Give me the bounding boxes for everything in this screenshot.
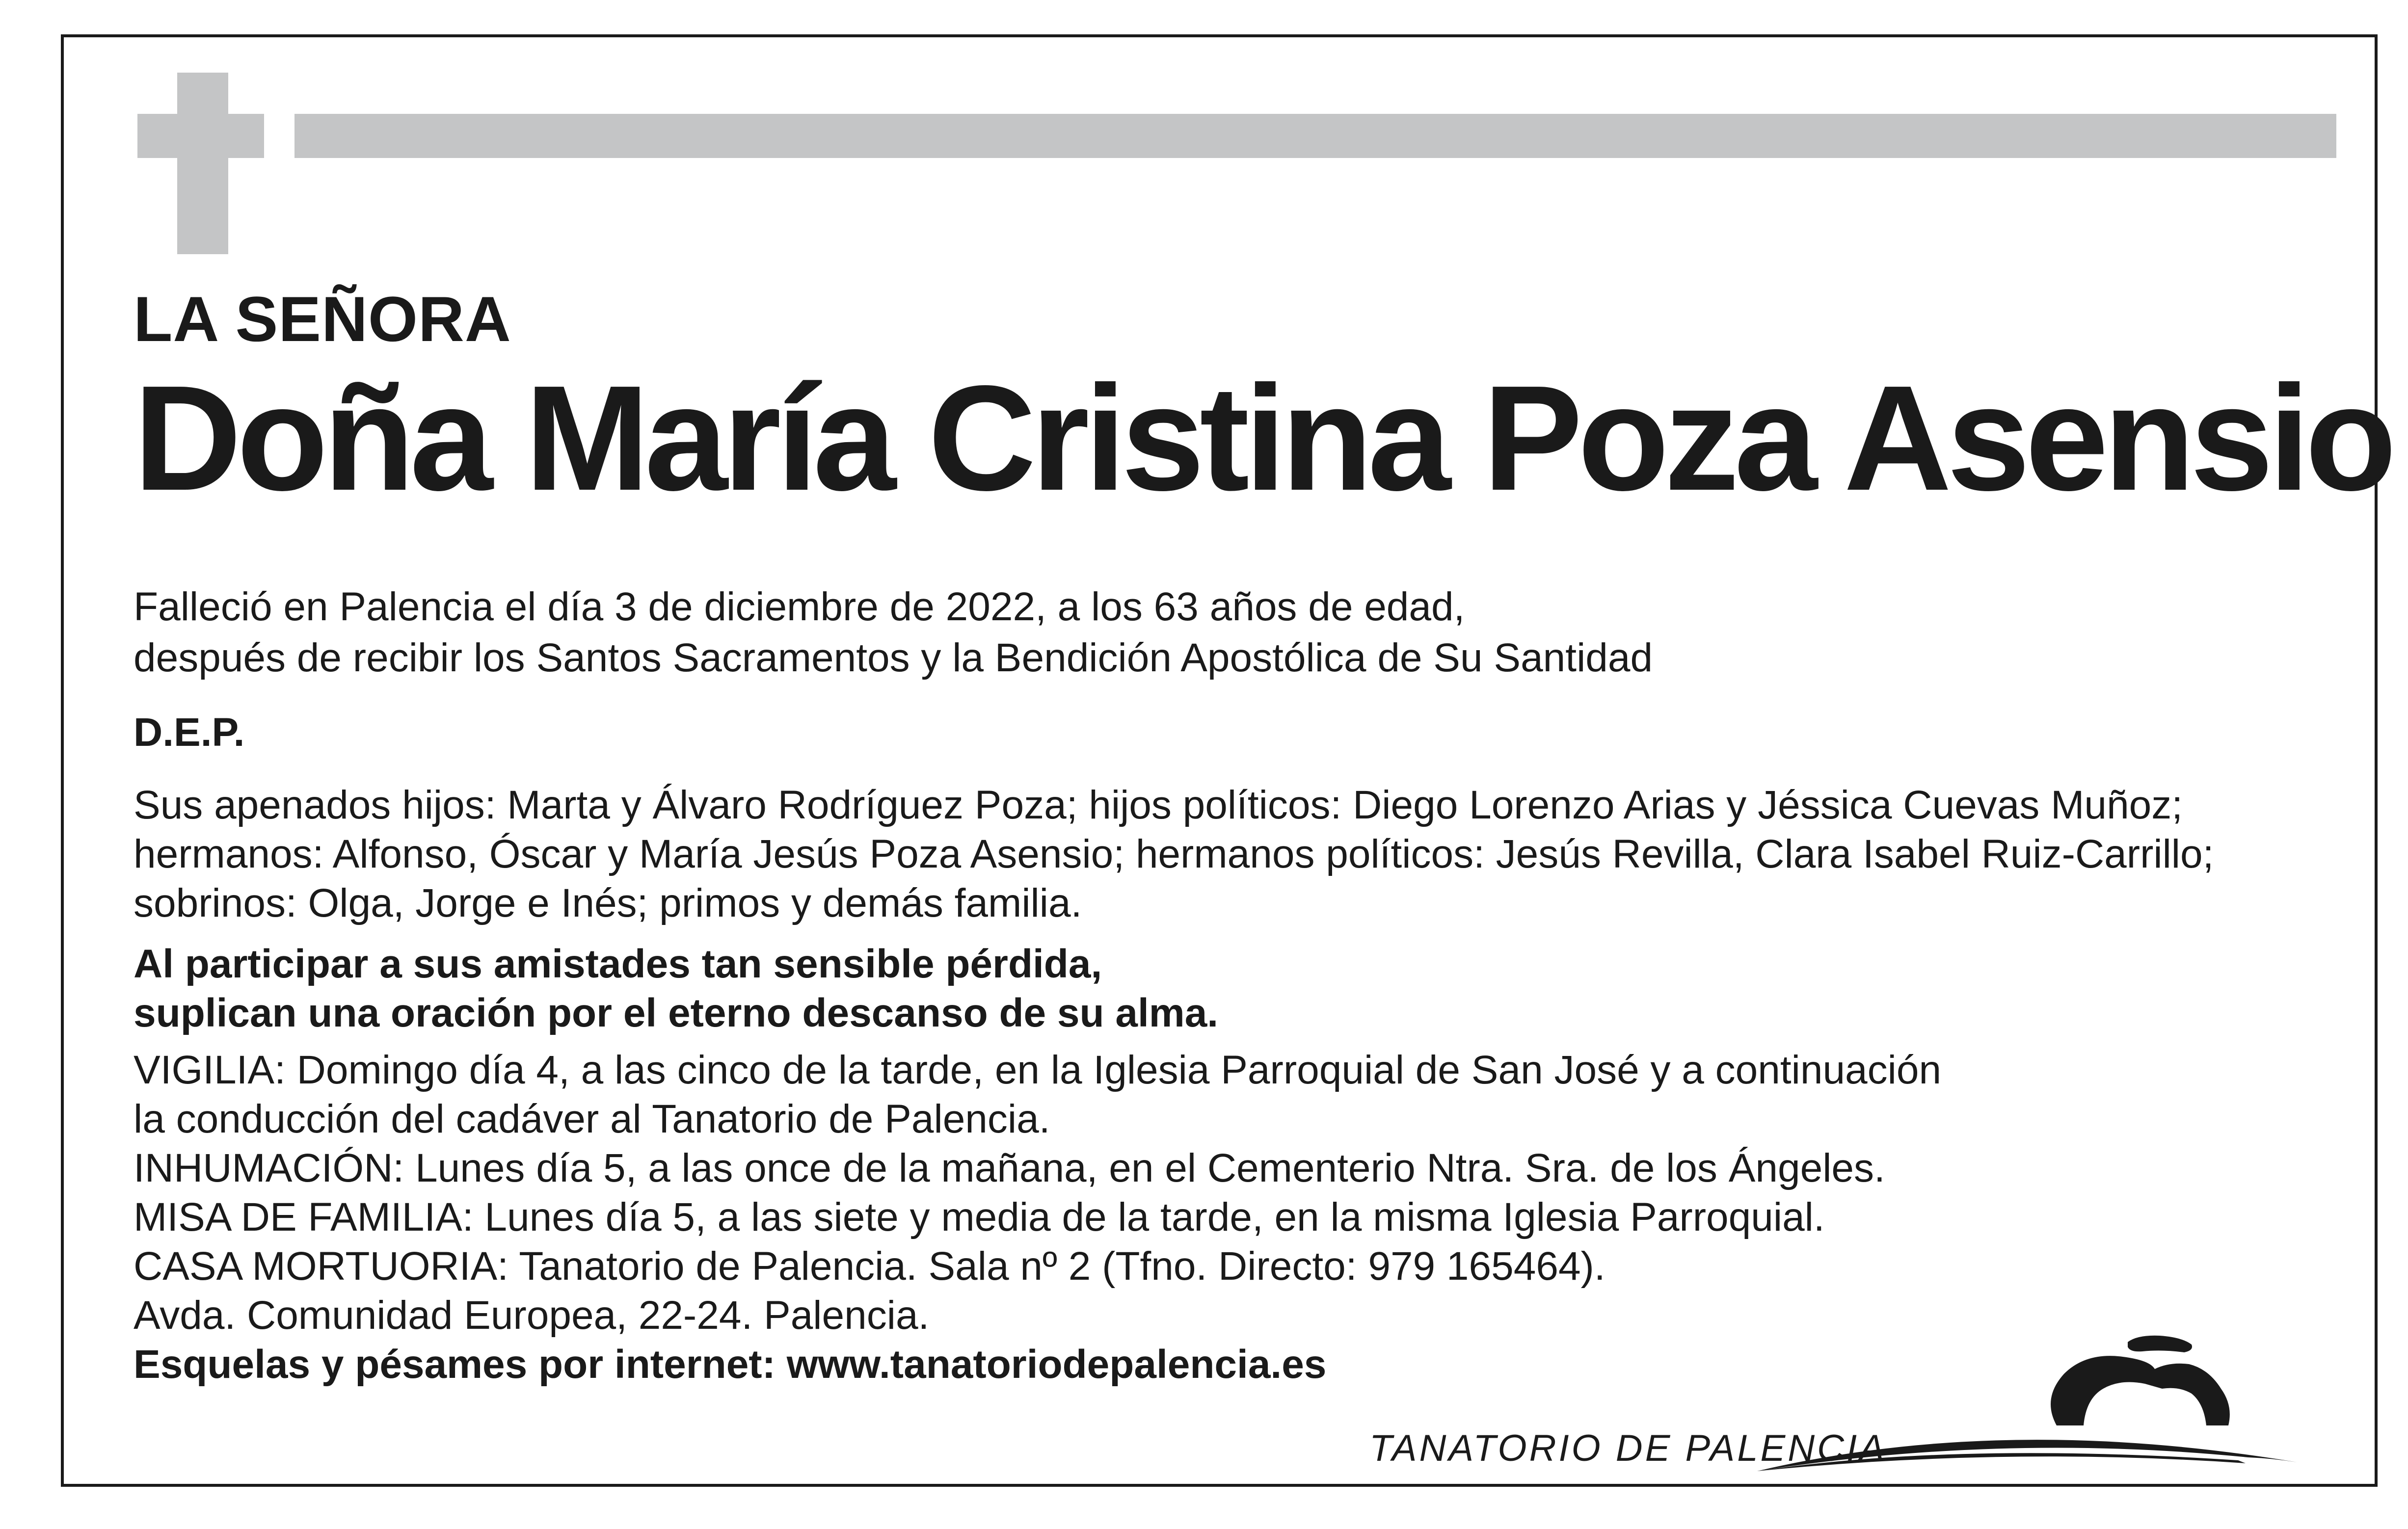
vigilia-line-2: la conducción del cadáver al Tanatorio de Palencia. [134, 1097, 1050, 1141]
cross-icon-vertical [177, 73, 228, 254]
death-info-line-2: después de recibir los Santos Sacramentos y la Bendición Apostólica de Su Santidad [134, 635, 1653, 680]
family-line-3: sobrinos: Olga, Jorge e Inés; primos y demás familia. [134, 881, 1082, 925]
cross-icon-horizontal [137, 114, 264, 158]
plea-line-1: Al participar a sus amistades tan sensible pérdida, [134, 942, 1102, 986]
deceased-name: Doña María Cristina Poza Asensio [134, 354, 2392, 522]
inhumacion-line: INHUMACIÓN: Lunes día 5, a las once de la mañana, en el Cementerio Ntra. Sra. de los Ángeles. [134, 1146, 1885, 1190]
dep-label: D.E.P. [134, 710, 245, 755]
web-line: Esquelas y pésames por internet: www.tanatoriodepalencia.es [134, 1342, 1327, 1387]
misa-line: MISA DE FAMILIA: Lunes día 5, a las siete y media de la tarde, en la misma Iglesia Parroquial. [134, 1195, 1825, 1239]
family-line-1: Sus apenados hijos: Marta y Álvaro Rodríguez Poza; hijos políticos: Diego Lorenzo Arias y Jéssica Cuevas Muñoz; [134, 783, 2183, 827]
vigilia-line-1: VIGILIA: Domingo día 4, a las cinco de la tarde, en la Iglesia Parroquial de San José y a continuación [134, 1048, 1942, 1092]
header-bar [294, 114, 2336, 158]
plea-line-2: suplican una oración por el eterno descanso de su alma. [134, 991, 1219, 1035]
casa-mortuoria-line: CASA MORTUORIA: Tanatorio de Palencia. Sala nº 2 (Tfno. Directo: 979 165464). [134, 1244, 1605, 1289]
address-line: Avda. Comunidad Europea, 22-24. Palencia. [134, 1293, 930, 1338]
family-line-2: hermanos: Alfonso, Óscar y María Jesús Poza Asensio; hermanos políticos: Jesús Revilla, Clara Isabel Ruiz-Carrillo; [134, 832, 2214, 876]
death-info-line-1: Falleció en Palencia el día 3 de diciembre de 2022, a los 63 años de edad, [134, 584, 1465, 629]
title-la-senora: LA SEÑORA [134, 283, 511, 355]
tanatorio-logo-text: TANATORIO DE PALENCIA [1369, 1427, 1887, 1469]
